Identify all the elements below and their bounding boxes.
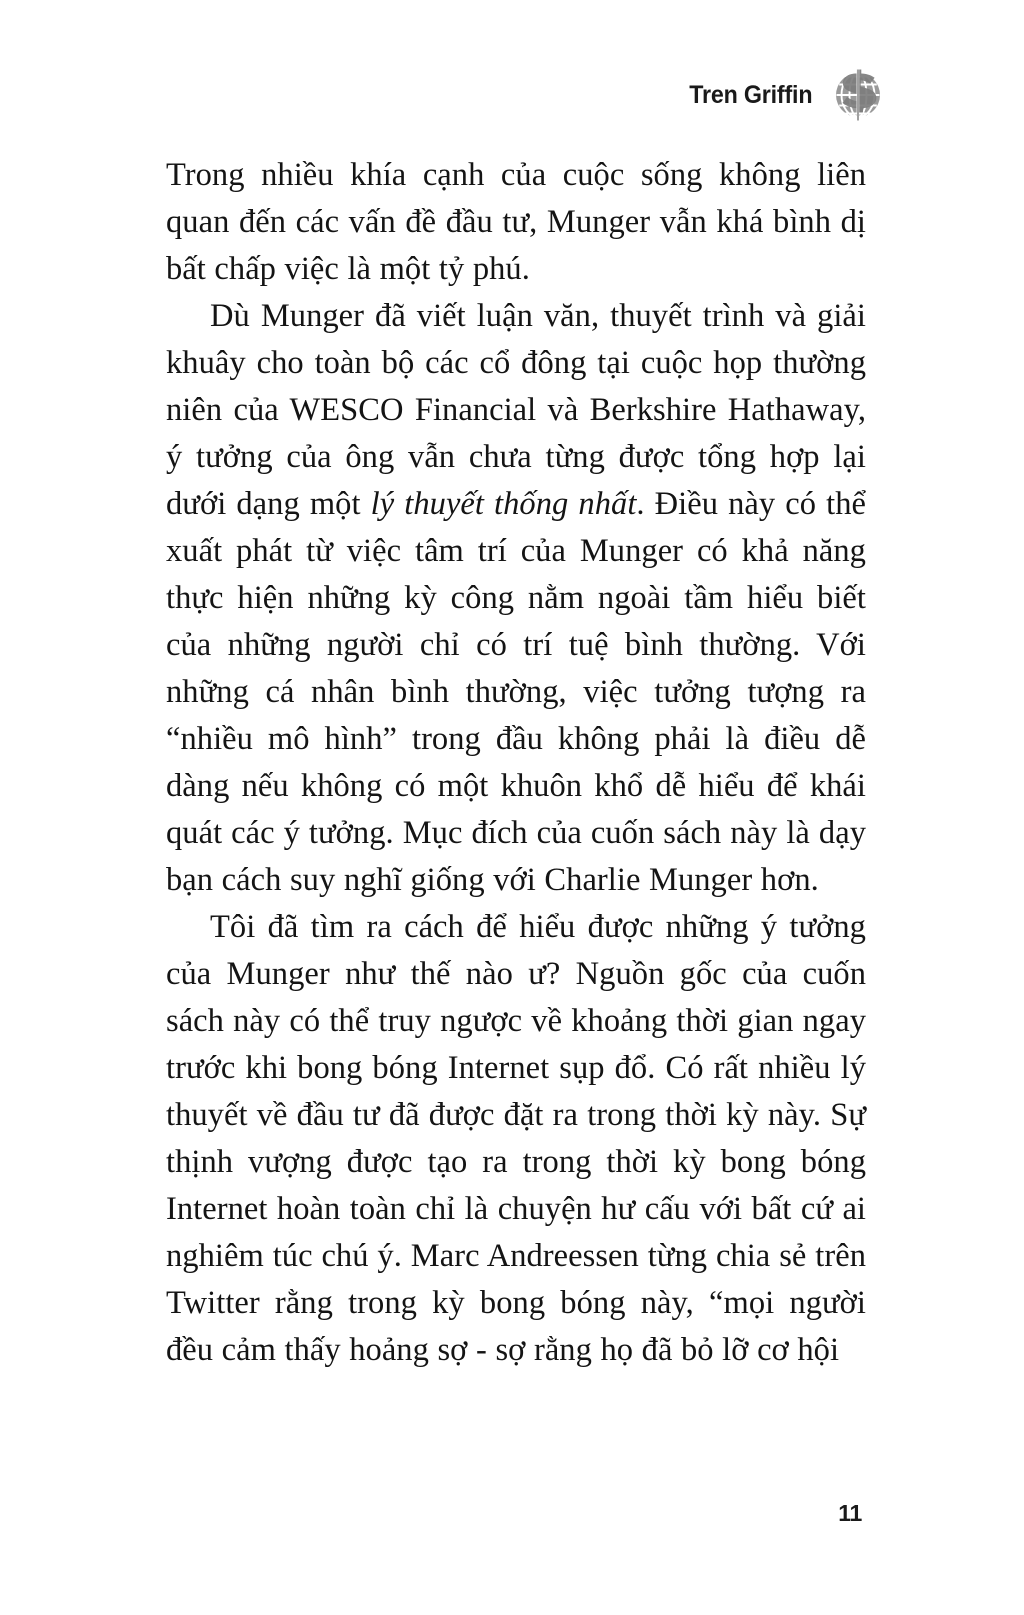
paragraph-2-lead: Dù Munger đã viết luận văn, thuyết trình và giải khuây cho toàn bộ các cổ đông tại cuộc họp thường niên của WESCO Financial và Berkshire Hathaway, ý tưởng của ông vẫn chưa từng được tổng hợp lại dưới dạng một [166, 298, 866, 522]
running-head [680, 66, 882, 124]
page-number: 11 [838, 1500, 862, 1526]
running-head-author-name: Tren Griffin [688, 80, 812, 109]
paragraph-2 [166, 293, 866, 904]
paragraph-2-tail: . Điều này có thể xuất phát từ việc tâm trí của Munger có khả năng thực hiện những kỳ công nằm ngoài tầm hiểu biết của những người chỉ có trí tuệ bình thường. Với những cá nhân bình thường, việc tưởng tượng ra “nhiều mô hình” trong đầu không phải là điều dễ dàng nếu không có một khuôn khổ dễ hiểu để khái quát các ý tưởng. Mục đích của cuốn sách này là dạy bạn cách suy nghĩ giống với Charlie Munger hơn. [166, 486, 866, 898]
page-text-block [166, 152, 866, 1374]
paragraph-1: Trong nhiều khía cạnh của cuộc sống không liên quan đến các vấn đề đầu tư, Munger vẫn khá bình dị bất chấp việc là một tỷ phú. [166, 157, 866, 287]
globe-dollar-logo-icon [826, 67, 882, 123]
paragraph-2-italic-phrase: lý thuyết thống nhất [370, 486, 637, 522]
paragraph-3: Tôi đã tìm ra cách để hiểu được những ý tưởng của Munger như thế nào ư? Nguồn gốc của cuốn sách này có thể truy ngược về khoảng thời gian ngay trước khi bong bóng Internet sụp đổ. Có rất nhiều lý thuyết về đầu tư đã được đặt ra trong thời kỳ này. Sự thịnh vượng được tạo ra trong thời kỳ bong bóng Internet hoàn toàn chỉ là chuyện hư cấu với bất cứ ai nghiêm túc chú ý. Marc Andreessen từng chia sẻ trên Twitter rằng trong kỳ bong bóng này, “mọi người đều cảm thấy hoảng sợ - sợ rằng họ đã bỏ lỡ cơ hội [166, 909, 866, 1368]
